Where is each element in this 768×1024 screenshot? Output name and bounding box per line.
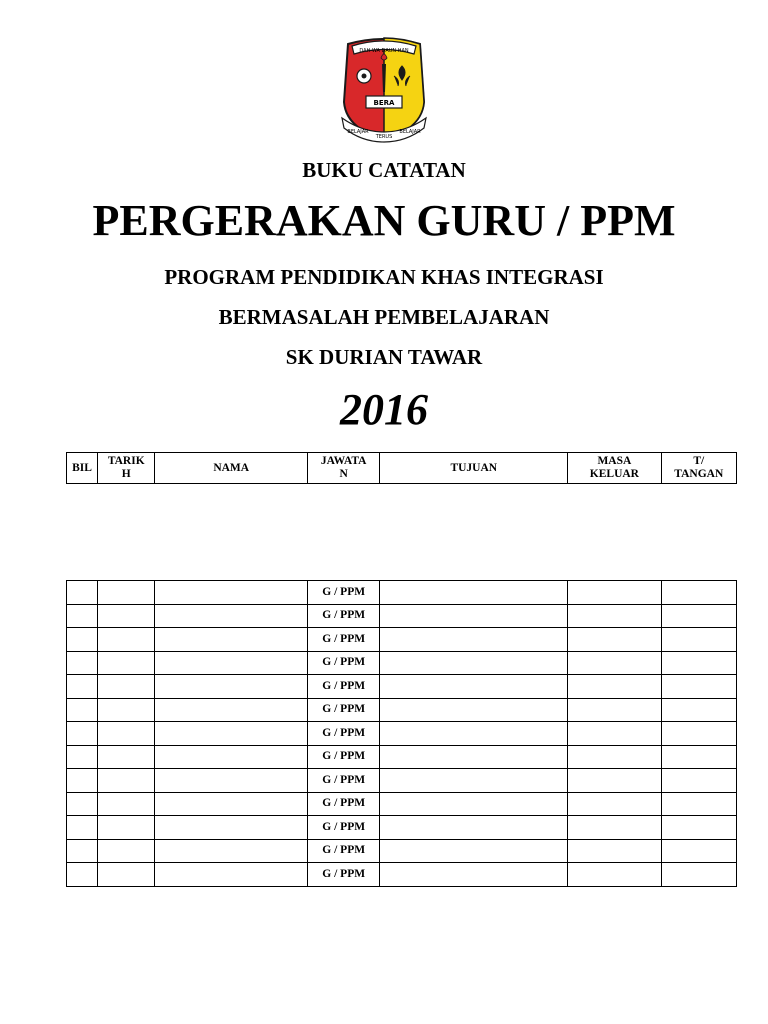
table-cell-bil[interactable] [67,769,98,793]
table-cell-masa-keluar[interactable] [568,722,661,746]
table-cell-bil[interactable] [67,675,98,699]
table-cell-tandatangan[interactable] [661,675,736,699]
table-cell-tarikh[interactable] [98,581,155,605]
table-cell-tujuan[interactable] [380,745,568,769]
table-cell-jawatan[interactable]: G / PPM [308,604,380,628]
table-cell-bil[interactable] [67,698,98,722]
crest-banner-text: DAH-WA DAUN HAN [359,48,409,54]
table-row [67,651,737,675]
column-header-line: KELUAR [589,468,639,480]
table-cell-tarikh[interactable] [98,698,155,722]
crest-motto-right: BELAJAR [399,129,421,135]
table-cell-nama[interactable] [155,863,308,887]
table-cell-tujuan[interactable] [380,839,568,863]
column-header-jawatan [308,453,380,484]
table-cell-nama[interactable] [155,581,308,605]
table-cell-jawatan[interactable]: G / PPM [308,651,380,675]
school-name: SK DURIAN TAWAR [285,345,483,369]
table-cell-tandatangan[interactable] [661,792,736,816]
table-cell-masa-keluar[interactable] [568,581,661,605]
crest-motto-left: BELAJAR [347,129,369,135]
table-cell-bil[interactable] [67,604,98,628]
table-cell-tandatangan[interactable] [661,698,736,722]
column-header-line: T/ [693,455,705,467]
table-cell-tarikh[interactable] [98,745,155,769]
table-cell-jawatan[interactable]: G / PPM [308,581,380,605]
table-row [67,581,737,605]
table-row [67,839,737,863]
column-header-tandatangan [661,453,736,484]
table-cell-tandatangan[interactable] [661,816,736,840]
table-cell-tarikh[interactable] [98,769,155,793]
table-cell-tarikh[interactable] [98,839,155,863]
log-table-header [66,452,737,484]
table-cell-jawatan[interactable]: G / PPM [308,792,380,816]
table-cell-nama[interactable] [155,816,308,840]
table-cell-nama[interactable] [155,628,308,652]
table-row [67,816,737,840]
column-header-line: MASA [597,455,632,467]
table-cell-tujuan[interactable] [380,722,568,746]
table-cell-bil[interactable] [67,816,98,840]
program-line-2: BERMASALAH PEMBELAJARAN [218,305,550,329]
table-cell-bil[interactable] [67,581,98,605]
table-cell-tandatangan[interactable] [661,628,736,652]
column-header-nama [155,453,308,484]
table-cell-nama[interactable] [155,698,308,722]
table-cell-bil[interactable] [67,628,98,652]
table-cell-masa-keluar[interactable] [568,769,661,793]
table-cell-nama[interactable] [155,722,308,746]
column-header-line: BIL [72,461,92,474]
column-header-bil [67,453,98,484]
table-cell-bil[interactable] [67,839,98,863]
table-cell-masa-keluar[interactable] [568,792,661,816]
column-header-line: TARIK [107,455,145,467]
table-cell-bil[interactable] [67,722,98,746]
school-crest-logo [338,36,430,144]
table-row [67,604,737,628]
table-cell-jawatan[interactable]: G / PPM [308,863,380,887]
table-cell-tujuan[interactable] [380,581,568,605]
table-cell-tujuan[interactable] [380,604,568,628]
table-cell-jawatan[interactable]: G / PPM [308,628,380,652]
table-cell-bil[interactable] [67,651,98,675]
table-cell-nama[interactable] [155,839,308,863]
log-table-rows [67,581,737,887]
table-cell-jawatan[interactable]: G / PPM [308,698,380,722]
crest-motto-mid: TERUS [375,134,393,140]
table-cell-tarikh[interactable] [98,675,155,699]
table-cell-tandatangan[interactable] [661,745,736,769]
table-cell-nama[interactable] [155,769,308,793]
table-cell-jawatan[interactable]: G / PPM [308,722,380,746]
table-row [67,745,737,769]
table-cell-tandatangan[interactable] [661,769,736,793]
header-row [67,453,737,484]
table-cell-nama[interactable] [155,604,308,628]
table-cell-nama[interactable] [155,651,308,675]
table-cell-tujuan[interactable] [380,675,568,699]
table-cell-tandatangan[interactable] [661,581,736,605]
table-row [67,863,737,887]
table-cell-tujuan[interactable] [380,816,568,840]
table-row [67,628,737,652]
column-header-line: N [339,468,348,480]
table-cell-masa-keluar[interactable] [568,698,661,722]
column-header-tujuan [380,453,568,484]
table-cell-tujuan[interactable] [380,628,568,652]
table-cell-masa-keluar[interactable] [568,839,661,863]
table-cell-tarikh[interactable] [98,863,155,887]
column-header-line: TUJUAN [450,461,498,474]
table-cell-tandatangan[interactable] [661,839,736,863]
log-table-body [66,580,737,887]
table-cell-bil[interactable] [67,745,98,769]
column-header-line: H [121,468,131,480]
column-header-line: TANGAN [674,468,724,480]
table-cell-masa-keluar[interactable] [568,628,661,652]
table-cell-tarikh[interactable] [98,722,155,746]
column-header-masa-keluar [568,453,661,484]
table-cell-tujuan[interactable] [380,698,568,722]
table-cell-bil[interactable] [67,792,98,816]
table-cell-masa-keluar[interactable] [568,863,661,887]
column-header-line: NAMA [213,461,250,474]
table-cell-jawatan[interactable]: G / PPM [308,816,380,840]
table-cell-nama[interactable] [155,675,308,699]
table-cell-tarikh[interactable] [98,792,155,816]
page-title: PERGERAKAN GURU / PPM [92,196,676,245]
table-cell-tandatangan[interactable] [661,722,736,746]
table-row [67,792,737,816]
column-header-line: JAWATA [320,455,367,467]
table-cell-tarikh[interactable] [98,651,155,675]
table-cell-bil[interactable] [67,863,98,887]
table-cell-tarikh[interactable] [98,628,155,652]
table-row [67,698,737,722]
table-cell-tujuan[interactable] [380,769,568,793]
table-cell-masa-keluar[interactable] [568,604,661,628]
table-cell-masa-keluar[interactable] [568,816,661,840]
table-cell-nama[interactable] [155,745,308,769]
crest-center-label: BERA [373,99,395,107]
column-header-tarikh [98,453,155,484]
table-cell-tujuan[interactable] [380,863,568,887]
table-row [67,769,737,793]
table-cell-masa-keluar[interactable] [568,651,661,675]
table-cell-tujuan[interactable] [380,651,568,675]
year-label: 2016 [340,385,428,434]
table-cell-tandatangan[interactable] [661,604,736,628]
table-cell-tarikh[interactable] [98,816,155,840]
table-cell-jawatan[interactable]: G / PPM [308,769,380,793]
table-cell-jawatan[interactable]: G / PPM [308,745,380,769]
table-cell-jawatan[interactable]: G / PPM [308,675,380,699]
table-cell-tarikh[interactable] [98,604,155,628]
table-cell-masa-keluar[interactable] [568,745,661,769]
subtitle-buku-catatan: BUKU CATATAN [302,158,466,182]
program-line-1: PROGRAM PENDIDIKAN KHAS INTEGRASI [164,265,604,289]
table-cell-nama[interactable] [155,792,308,816]
table-cell-tandatangan[interactable] [661,863,736,887]
table-cell-tujuan[interactable] [380,792,568,816]
table-row [67,722,737,746]
table-row [67,675,737,699]
table-cell-masa-keluar[interactable] [568,675,661,699]
table-cell-tandatangan[interactable] [661,651,736,675]
table-cell-jawatan[interactable]: G / PPM [308,839,380,863]
